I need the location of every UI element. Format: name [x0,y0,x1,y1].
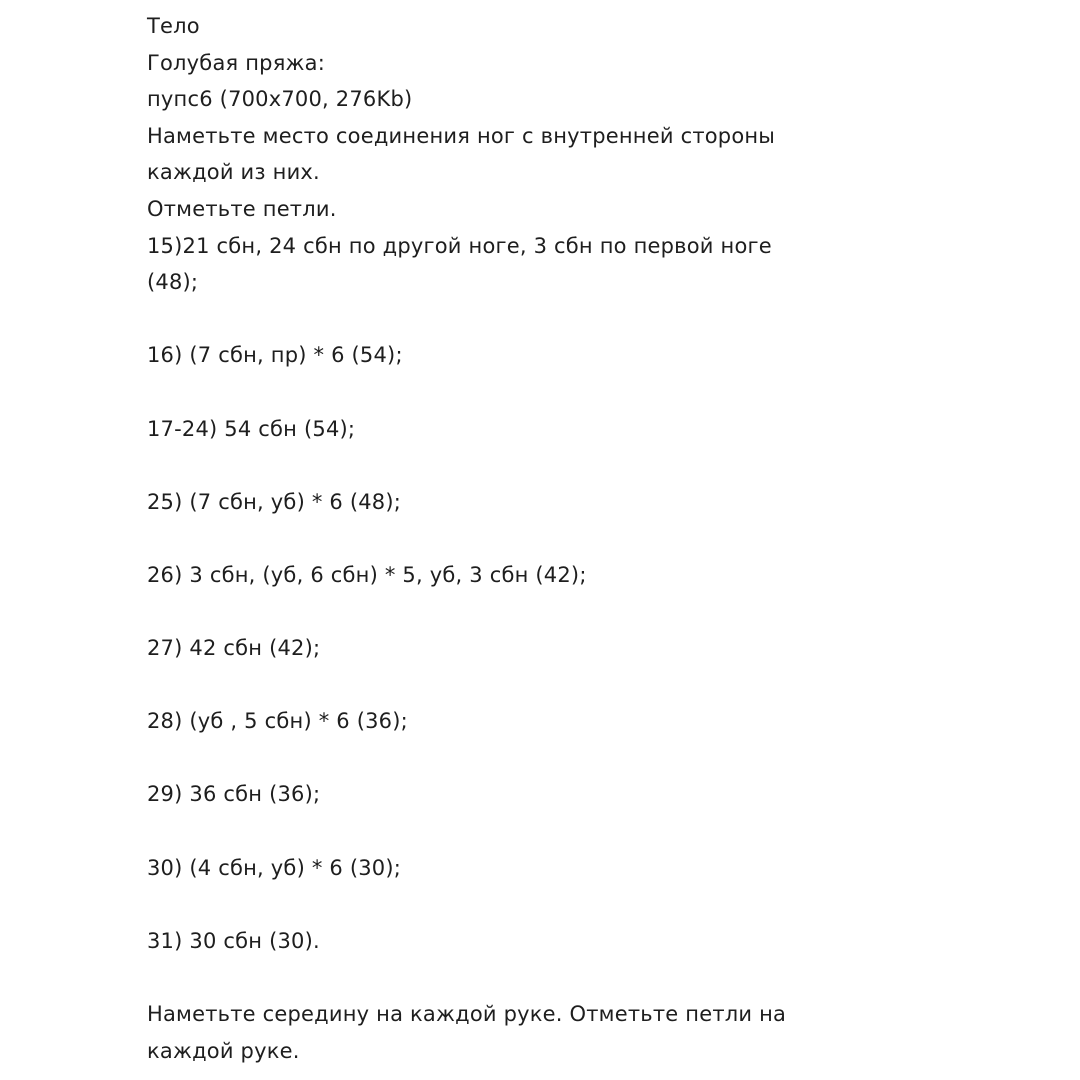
row-25: 25) (7 сбн, уб) * 6 (48); [147,489,402,514]
spacer [147,959,1047,996]
row-15-line-2: (48); [147,270,199,295]
spacer [147,813,1047,850]
row-30: 30) (4 сбн, уб) * 6 (30); [147,855,402,880]
spacer [147,594,1047,631]
mark-loops-line: Отметьте петли. [147,196,337,221]
pattern-text [147,8,1047,1069]
outro-line-2: каждой руке. [147,1038,300,1063]
spacer [147,301,1047,338]
yarn-label: Голубая пряжа: [147,50,325,75]
spacer [147,667,1047,704]
row-17-24: 17-24) 54 сбн (54); [147,416,356,441]
spacer [147,520,1047,557]
section-title: Тело [147,14,200,38]
spacer [147,447,1047,484]
row-31: 31) 30 сбн (30). [147,928,320,953]
spacer [147,740,1047,777]
outro-line-1: Наметьте середину на каждой руке. Отметьте петли на [147,1002,787,1027]
spacer [147,374,1047,411]
intro-line-1: Наметьте место соединения ног с внутренней стороны [147,123,776,148]
row-26: 26) 3 сбн, (уб, 6 сбн) * 5, уб, 3 сбн (42); [147,562,587,587]
row-28: 28) (уб , 5 сбн) * 6 (36); [147,709,408,734]
row-16: 16) (7 сбн, пр) * 6 (54); [147,343,403,368]
row-27: 27) 42 сбн (42); [147,636,321,661]
intro-line-2: каждой из них. [147,160,320,185]
yarn-details: пупс6 (700x700, 276Kb) [147,87,413,112]
row-29: 29) 36 сбн (36); [147,782,321,807]
row-15-line-1: 15)21 сбн, 24 сбн по другой ноге, 3 сбн по первой ноге [147,233,772,258]
spacer [147,886,1047,923]
